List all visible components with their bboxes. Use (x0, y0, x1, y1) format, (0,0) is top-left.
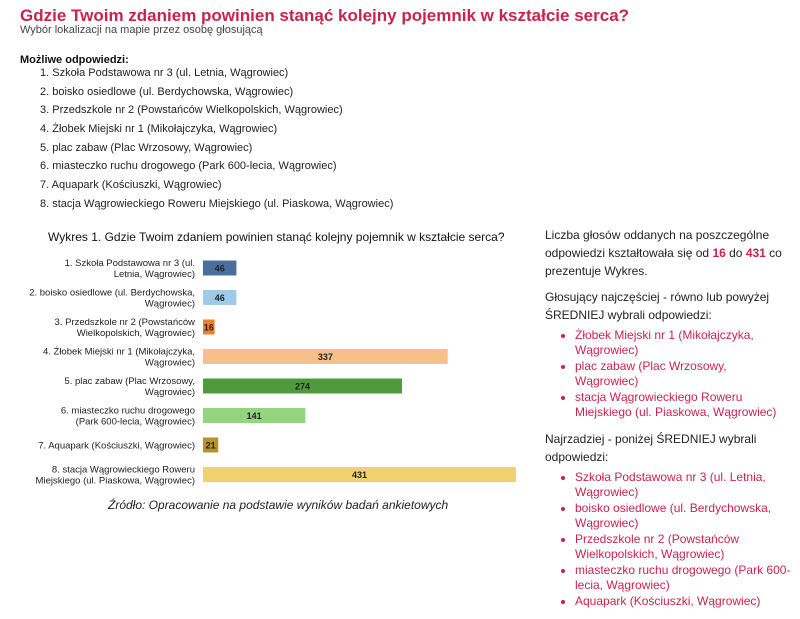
category-label (65, 258, 195, 280)
category-label (38, 441, 195, 452)
category-label-line: 6. miasteczko ruchu drogowego (60, 405, 195, 417)
category-label-line: Wągrowiec) (144, 298, 195, 310)
summary-intro-before: Liczba głosów oddanych na poszczególne odpowiedzi kształtowała się od (545, 228, 770, 260)
bar-chart (0, 250, 530, 490)
category-label (55, 317, 196, 339)
bar-value-label: 46 (214, 263, 225, 274)
below-average-heading: Najrzadziej - poniżej ŚREDNIEJ wybrali odpowiedzi: (545, 432, 757, 464)
below-average-item: • miasteczko ruchu drogowego (Park 600-lecia, Wągrowiec) (575, 563, 793, 593)
bar-value-label: 141 (246, 411, 262, 421)
answer-item: 1. Szkoła Podstawowa nr 3 (ul. Letnia, Wągrowiec) (40, 67, 289, 79)
category-label-line: Miejskiego (ul. Piaskowa, Wągrowiec) (35, 475, 195, 487)
category-label-line: 5. plac zabaw (Plac Wrzosowy, (64, 376, 195, 387)
category-label-line: 1. Szkoła Podstawowa nr 3 (ul. (64, 258, 195, 269)
below-average-item: • boisko osiedlowe (ul. Berdychowska, Wągrowiec) (575, 501, 793, 531)
summary-min-value: 16 (712, 246, 726, 260)
summary-max-value: 431 (745, 246, 766, 260)
below-average-list (545, 470, 793, 609)
page-subtitle: Wybór lokalizacji na mapie przez osobę głosującą (20, 24, 263, 36)
bar-value-label: 431 (351, 470, 368, 480)
category-label (36, 465, 195, 487)
above-average-heading: Głosujący najczęściej - równo lub powyżej ŚREDNIEJ wybrali odpowiedzi: (545, 290, 770, 322)
category-label-line: Wągrowiec) (144, 387, 195, 398)
category-label-line: 3. Przedszkole nr 2 (Powstańców (54, 317, 195, 328)
category-label-line: 4. Żłobek Miejski nr 1 (Mikołajczyka, (42, 346, 195, 358)
below-average-item: • Szkoła Podstawowa nr 3 (ul. Letnia, Wągrowiec) (575, 470, 793, 500)
category-label-line: 2. boisko osiedlowe (ul. Berdychowska, (29, 287, 195, 299)
answer-item: 6. miasteczko ruchu drogowego (Park 600-lecia, Wągrowiec) (40, 160, 337, 173)
category-label-line: 8. stacja Wągrowieckiego Roweru (51, 464, 195, 476)
bar-value-label: 274 (294, 381, 311, 392)
category-label (61, 406, 195, 428)
bar-value-label: 21 (205, 440, 216, 451)
category-label (29, 288, 195, 310)
category-label-line: (Park 600-lecia, Wągrowiec) (75, 416, 195, 428)
answer-item: 5. plac zabaw (Plac Wrzosowy, Wągrowiec) (40, 141, 253, 154)
bar-value-label: 16 (203, 322, 214, 333)
below-average-item: • Aquapark (Kościuszki, Wągrowiec) (575, 594, 793, 609)
category-label-line: Wielkopolskich, Wągrowiec) (76, 328, 195, 339)
chart-source: Źródło: Opracowanie na podstawie wyników badań ankietowych (108, 498, 449, 512)
above-average-list (545, 328, 793, 420)
answer-item: 7. Aquapark (Kościuszki, Wągrowiec) (40, 179, 222, 192)
above-average-item: • plac zabaw (Plac Wrzosowy, Wągrowiec) (575, 359, 793, 389)
bar-value-label: 337 (317, 352, 333, 362)
chart-title: Wykres 1. Gdzie Twoim zdaniem powinien stanąć kolejny pojemnik w kształcie serca? (48, 230, 505, 244)
below-average-item: • Przedszkole nr 2 (Powstańców Wielkopolskich, Wągrowiec) (575, 532, 793, 562)
summary-panel (545, 226, 793, 619)
summary-intro-after: co prezentuje Wykres. (545, 246, 782, 278)
answers-list (40, 64, 393, 214)
page-title: Gdzie Twoim zdaniem powinien stanąć kolejny pojemnik w kształcie serca? (20, 6, 630, 25)
answers-heading: Możliwe odpowiedzi: (20, 54, 129, 66)
answer-item: 2. boisko osiedlowe (ul. Berdychowska, Wągrowiec) (40, 85, 294, 98)
summary-intro-mid: do (725, 246, 746, 260)
category-label (64, 376, 195, 398)
answer-item: 4. Żłobek Miejski nr 1 (Mikołajczyka, Wągrowiec) (40, 123, 278, 136)
above-average-item: • Żłobek Miejski nr 1 (Mikołajczyka, Wągrowiec) (575, 328, 793, 358)
summary-intro (545, 226, 793, 280)
answer-item: 8. stacja Wągrowieckiego Roweru Miejskiego (ul. Piaskowa, Wągrowiec) (40, 197, 394, 210)
category-label-line: 7. Aquapark (Kościuszki, Wągrowiec) (38, 440, 195, 452)
category-label-line: Wągrowiec) (144, 357, 195, 369)
above-average-item: • stacja Wągrowieckiego Roweru Miejskiego (ul. Piaskowa, Wągrowiec) (575, 390, 793, 420)
answer-item: 3. Przedszkole nr 2 (Powstańców Wielkopolskich, Wągrowiec) (40, 104, 343, 117)
category-label (43, 347, 195, 369)
bar-value-label: 46 (214, 293, 225, 303)
category-label-line: Letnia, Wągrowiec) (113, 269, 195, 280)
